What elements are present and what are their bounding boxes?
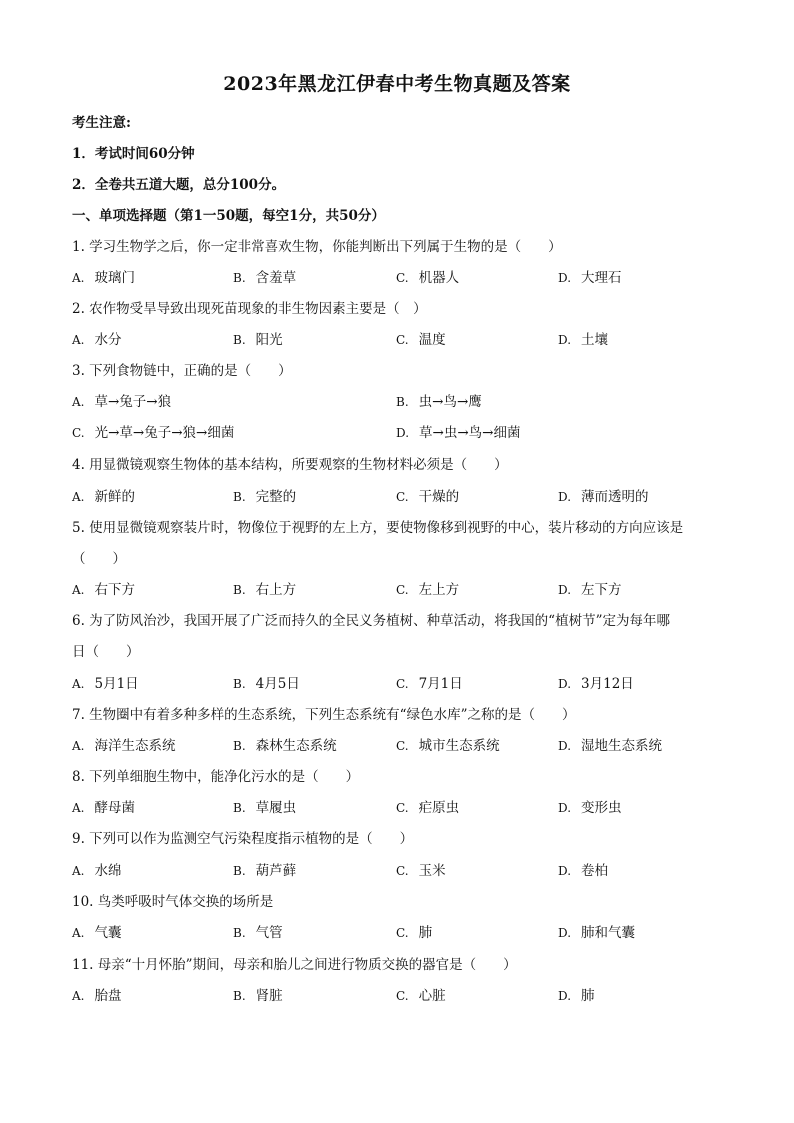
option-c: C. 左上方 xyxy=(396,582,460,598)
option-d: D. 薄而透明的 xyxy=(558,489,649,505)
question-stem: 5. 使用显微镜观察装片时，物像位于视野的左上方，要使物像移到视野的中心，装片移动的方向应该是 xyxy=(72,520,684,536)
option-a: A. 新鲜的 xyxy=(72,489,135,505)
question-stem: 10. 鸟类呼吸时气体交换的场所是 xyxy=(72,894,274,910)
option-c: C. 玉米 xyxy=(396,863,446,879)
option-a: A. 酵母菌 xyxy=(72,800,135,816)
option-d: D. 卷柏 xyxy=(558,863,609,879)
option-c: C. 干燥的 xyxy=(396,489,460,505)
notice-heading: 考生注意: xyxy=(72,115,131,131)
option-b: B. 肾脏 xyxy=(233,988,283,1004)
option-a: A. 5月1日 xyxy=(72,676,139,692)
question-stem: 9. 下列可以作为监测空气污染程度指示植物的是（ ） xyxy=(72,831,414,847)
option-c: C. 温度 xyxy=(396,332,446,348)
question-stem: 1. 学习生物学之后，你一定非常喜欢生物，你能判断出下列属于生物的是（ ） xyxy=(72,239,562,255)
option-a: A. 胎盘 xyxy=(72,988,122,1004)
option-d: D. 湿地生态系统 xyxy=(558,738,663,754)
option-b: B. 完整的 xyxy=(233,489,297,505)
option-c: C. 城市生态系统 xyxy=(396,738,500,754)
option-d: D. 左下方 xyxy=(558,582,622,598)
page-title: 2023年黑龙江伊春中考生物真题及答案 xyxy=(223,73,571,95)
option-d: D. 大理石 xyxy=(558,270,622,286)
option-a: A. 水绵 xyxy=(72,863,122,879)
section-heading: 一、单项选择题（第1一50题，每空1分，共50分） xyxy=(72,208,385,224)
option-d: D. 变形虫 xyxy=(558,800,622,816)
question-stem: 2. 农作物受旱导致出现死苗现象的非生物因素主要是（ ） xyxy=(72,301,427,317)
option-c: C. 光→草→兔子→狼→细菌 xyxy=(72,425,235,441)
question-stem: 11. 母亲“十月怀胎”期间，母亲和胎儿之间进行物质交换的器官是（ ） xyxy=(72,957,517,973)
option-a: A. 右下方 xyxy=(72,582,135,598)
option-d: D. 草→虫→鸟→细菌 xyxy=(396,425,521,441)
notice-item: 1．考试时间60分钟 xyxy=(72,146,195,162)
notice-item: 2．全卷共五道大题，总分100分。 xyxy=(72,177,286,193)
option-c: C. 疟原虫 xyxy=(396,800,460,816)
option-b: B. 森林生态系统 xyxy=(233,738,337,754)
option-a: A. 气囊 xyxy=(72,925,122,941)
option-b: B. 葫芦藓 xyxy=(233,863,297,879)
option-a: A. 海洋生态系统 xyxy=(72,738,176,754)
option-b: B. 草履虫 xyxy=(233,800,297,816)
option-c: C. 心脏 xyxy=(396,988,446,1004)
option-c: C. 肺 xyxy=(396,925,433,941)
question-stem: 4. 用显微镜观察生物体的基本结构，所要观察的生物材料必须是（ ） xyxy=(72,457,508,473)
option-a: A. 草→兔子→狼 xyxy=(72,394,172,410)
question-stem: 3. 下列食物链中，正确的是（ ） xyxy=(72,363,292,379)
option-b: B. 右上方 xyxy=(233,582,297,598)
question-stem-cont: （ ） xyxy=(72,551,126,567)
option-b: B. 虫→鸟→鹰 xyxy=(396,394,482,410)
question-stem: 7. 生物圈中有着多种多样的生态系统，下列生态系统有“绿色水库”之称的是（ ） xyxy=(72,707,576,723)
option-d: D. 肺 xyxy=(558,988,595,1004)
option-b: B. 阳光 xyxy=(233,332,283,348)
question-stem-cont: 日（ ） xyxy=(72,644,140,660)
question-stem: 8. 下列单细胞生物中，能净化污水的是（ ） xyxy=(72,769,360,785)
option-a: A. 水分 xyxy=(72,332,122,348)
option-d: D. 3月12日 xyxy=(558,676,634,692)
option-b: B. 气管 xyxy=(233,925,283,941)
option-c: C. 机器人 xyxy=(396,270,460,286)
option-d: D. 土壤 xyxy=(558,332,609,348)
question-stem: 6. 为了防风治沙，我国开展了广泛而持久的全民义务植树、种草活动，将我国的“植树节”定为每年哪 xyxy=(72,613,670,629)
option-d: D. 肺和气囊 xyxy=(558,925,636,941)
option-b: B. 含羞草 xyxy=(233,270,297,286)
option-a: A. 玻璃门 xyxy=(72,270,135,286)
option-b: B. 4月5日 xyxy=(233,676,300,692)
option-c: C. 7月1日 xyxy=(396,676,463,692)
